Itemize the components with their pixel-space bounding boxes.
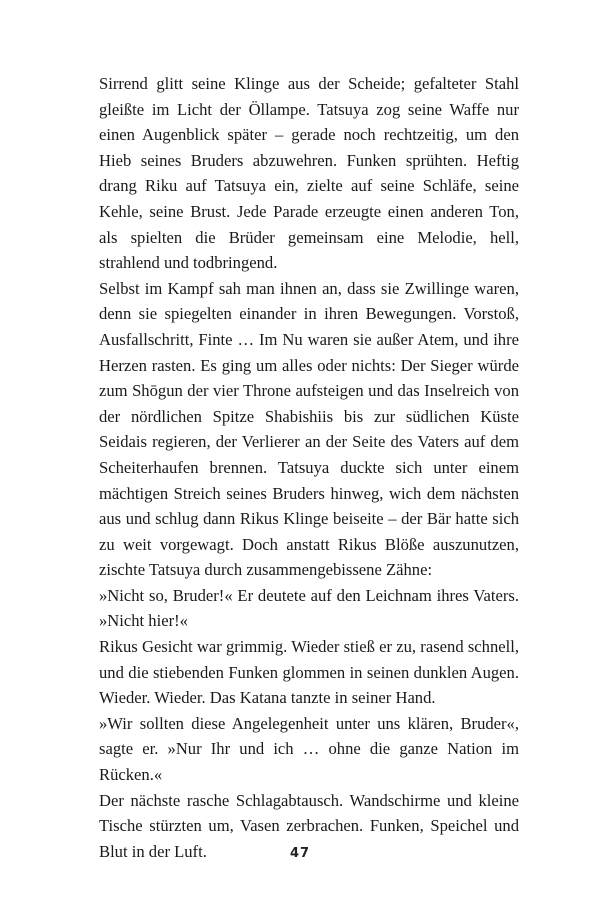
paragraph-3: »Nicht so, Bruder!« Er deutete auf den Leichnam ihres Vaters. »Nicht hier!« [99, 585, 519, 631]
paragraph-2: Selbst im Kampf sah man ihnen an, dass sie Zwillinge waren, denn sie spiegelten einander in ihren Bewegungen. Vorstoß, Ausfallschritt, Finte … Im Nu waren sie außer Atem, und ihre Herzen rasten. Es ging um alles oder nichts: Der Sieger würde zum Shōgun der vier Throne aufsteigen und das Inselreich von der nördlichen Spitze Shabishiis bis zur südlichen Küste Seidais regieren, der Verlierer an der Seite des Vaters auf dem Scheiterhaufen brennen. Tatsuya duckte sich unter einem mächtigen Streich seines Bruders hinweg, wich dem nächsten aus und schlug dann Rikus Klinge beiseite – der Bär hatte sich zu weit vorgewagt. Doch anstatt Rikus Blöße auszunutzen, zischte Tatsuya durch zusammengebissene Zähne: [99, 278, 519, 580]
paragraph-5: »Wir sollten diese Angelegenheit unter uns klären, Bruder«, sagte er. »Nur Ihr und ich … ohne die ganze Nation im Rücken.« [99, 713, 519, 785]
page-number: 47 [289, 846, 311, 861]
paragraph-1: Sirrend glitt seine Klinge aus der Scheide; gefalteter Stahl gleißte im Licht der Öllampe. Tatsuya zog seine Waffe nur einen Augenblick später – gerade noch rechtzeitig, um den Hieb seines Bruders abzuwehren. Funken sprühten. Heftig drang Riku auf Tatsuya ein, zielte auf seine Schläfe, seine Kehle, seine Brust. Jede Parade erzeugte einen anderen Ton, als spielten die Brüder gemeinsam eine Melodie, hell, strahlend und todbringend. [99, 74, 519, 273]
paragraph-6: Der nächste rasche Schlagabtausch. Wandschirme und kleine Tische stürzten um, Vasen zerbrachen. Funken, Speichel und Blut in der Luft. [99, 790, 519, 861]
paragraph-4: Rikus Gesicht war grimmig. Wieder stieß er zu, rasend schnell, und die stiebenden Funken glommen in seinen dunklen Augen. Wieder. Wieder. Das Katana tanzte in seiner Hand. [99, 637, 519, 708]
body-text [99, 71, 519, 864]
